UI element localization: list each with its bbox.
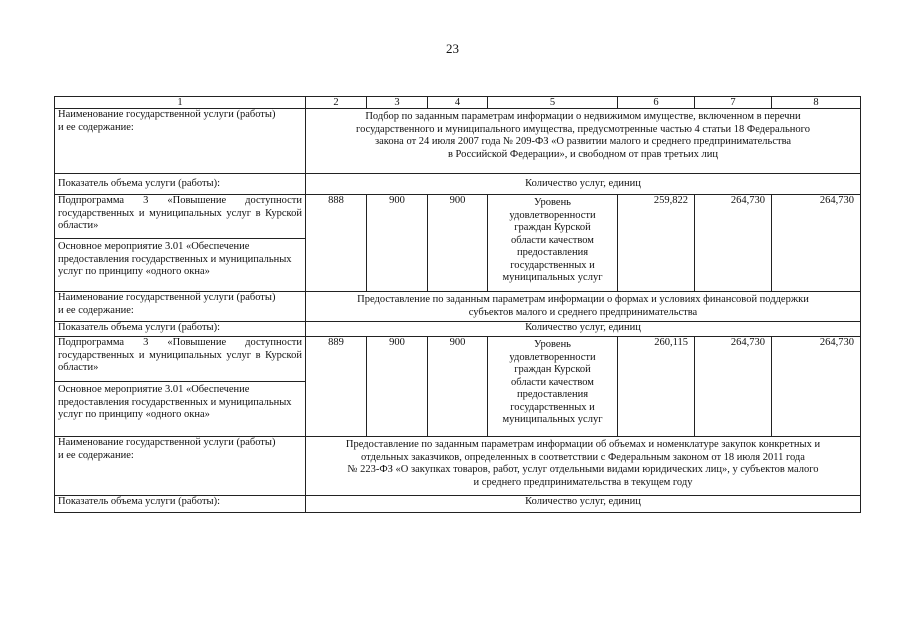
indicator-description: Уровень удовлетворенности граждан Курской области качеством предоставления государственных и муниципальных услуг <box>488 195 618 292</box>
header-cell: 5 <box>488 97 618 109</box>
data-row <box>55 337 861 382</box>
header-cell: 4 <box>428 97 488 109</box>
indicator-label: Показатель объема услуги (работы): <box>55 174 306 195</box>
header-cell: 1 <box>55 97 306 109</box>
activity-text: Основное мероприятие 3.01 «Обеспечение предоставления государственных и муниципальных услуг по принципу «одного окна» <box>55 382 306 437</box>
service-description: Предоставление по заданным параметрам информации о формах и условиях финансовой поддержки субъектов малого и среднего предпринимательства <box>306 292 861 322</box>
value-col3: 900 <box>367 195 428 292</box>
header-cell: 7 <box>695 97 772 109</box>
value-col3: 900 <box>367 337 428 437</box>
service-name-label: Наименование государственной услуги (работы) и ее содержание: <box>55 437 306 496</box>
value-col8: 264,730 <box>772 195 861 292</box>
indicator-description: Уровень удовлетворенности граждан Курской области качеством предоставления государственных и муниципальных услуг <box>488 337 618 437</box>
service-name-row <box>55 437 861 496</box>
service-description: Предоставление по заданным параметрам информации об объемах и номенклатуре закупок конкретных и отдельных заказчиков, определенных в соответствии с Федеральным законом от 18 июля 2011 года № 223-ФЗ «О закупках товаров, работ, услуг отдельными видами юридических лиц», у субъектов малого и среднего предпринимательства в текущем году <box>306 437 861 496</box>
header-cell: 6 <box>618 97 695 109</box>
indicator-row <box>55 496 861 513</box>
service-description: Подбор по заданным параметрам информации о недвижимом имуществе, включенном в перечни государственного и муниципального имущества, предусмотренные частью 4 статьи 18 Федерального закона от 24 июля 2007 года № 209-ФЗ «О развитии малого и среднего предпринимательства в Российской Федерации», и свободном от прав третьих лиц <box>306 109 861 174</box>
indicator-label: Показатель объема услуги (работы): <box>55 496 306 513</box>
value-col4: 900 <box>428 195 488 292</box>
data-row <box>55 195 861 239</box>
indicator-value: Количество услуг, единиц <box>306 496 861 513</box>
value-col4: 900 <box>428 337 488 437</box>
value-col8: 264,730 <box>772 337 861 437</box>
header-cell: 3 <box>367 97 428 109</box>
service-name-label: Наименование государственной услуги (работы) и ее содержание: <box>55 292 306 322</box>
indicator-label: Показатель объема услуги (работы): <box>55 322 306 337</box>
value-col2: 888 <box>306 195 367 292</box>
service-name-row <box>55 292 861 322</box>
service-table <box>54 96 861 513</box>
service-name-label: Наименование государственной услуги (работы) и ее содержание: <box>55 109 306 174</box>
value-col2: 889 <box>306 337 367 437</box>
header-row <box>55 97 861 109</box>
page-number: 23 <box>446 41 459 56</box>
subprogram-text: Подпрограмма 3 «Повышение доступности государственных и муниципальных услуг в Курской области» <box>55 337 306 382</box>
value-col6: 260,115 <box>618 337 695 437</box>
service-name-row <box>55 109 861 174</box>
value-col6: 259,822 <box>618 195 695 292</box>
indicator-row <box>55 322 861 337</box>
value-col7: 264,730 <box>695 337 772 437</box>
indicator-value: Количество услуг, единиц <box>306 322 861 337</box>
activity-text: Основное мероприятие 3.01 «Обеспечение предоставления государственных и муниципальных услуг по принципу «одного окна» <box>55 239 306 292</box>
header-cell: 2 <box>306 97 367 109</box>
indicator-value: Количество услуг, единиц <box>306 174 861 195</box>
indicator-row <box>55 174 861 195</box>
header-cell: 8 <box>772 97 861 109</box>
subprogram-text: Подпрограмма 3 «Повышение доступности государственных и муниципальных услуг в Курской области» <box>55 195 306 239</box>
value-col7: 264,730 <box>695 195 772 292</box>
